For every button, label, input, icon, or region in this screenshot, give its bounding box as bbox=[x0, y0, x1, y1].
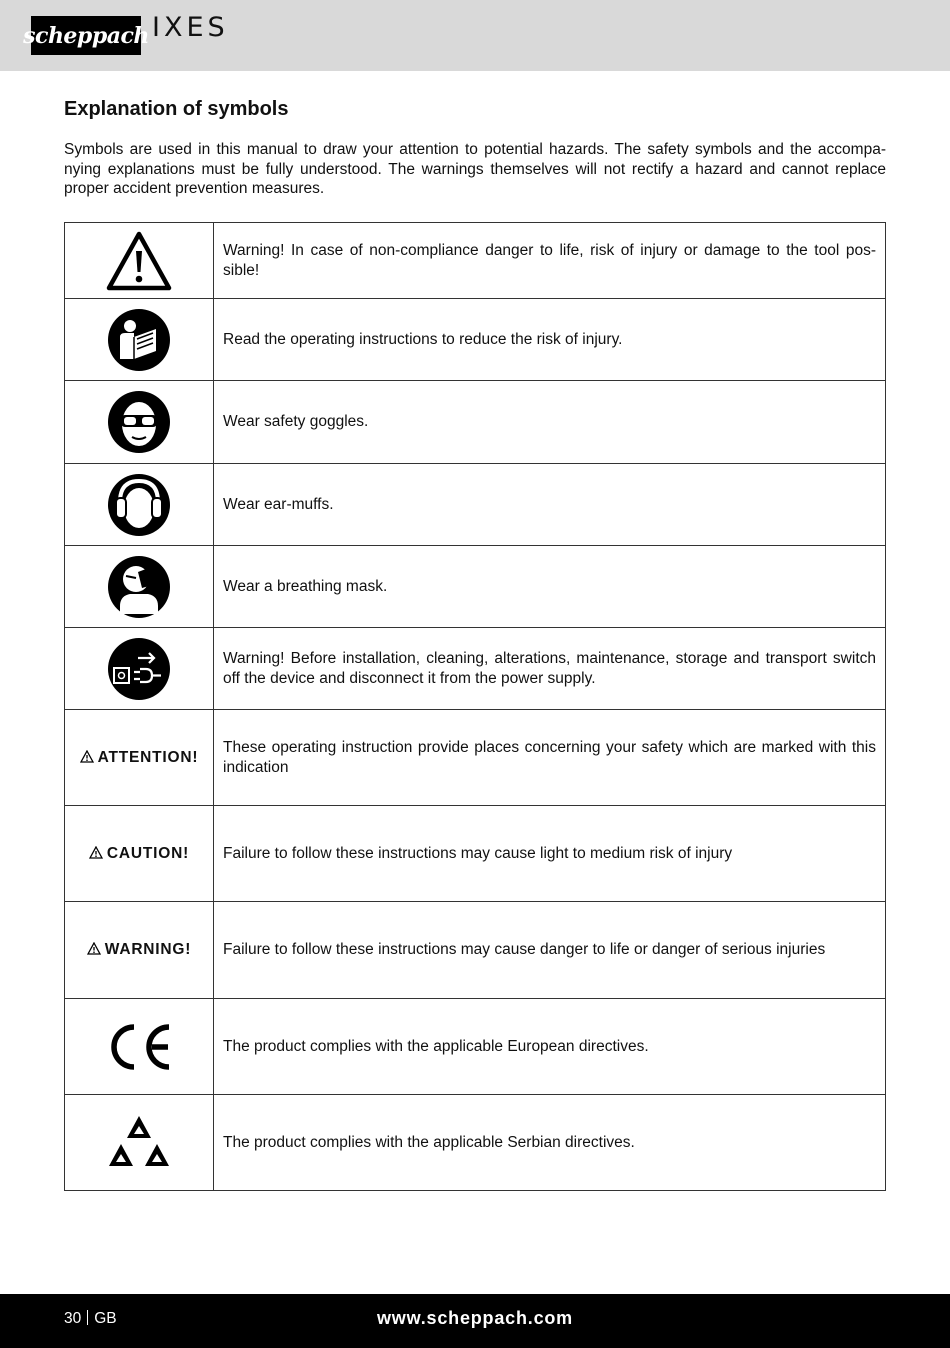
disconnect-power-icon bbox=[106, 636, 172, 702]
language-code: GB bbox=[94, 1310, 117, 1327]
table-row bbox=[65, 999, 886, 1095]
symbols-table bbox=[64, 222, 886, 1191]
read-manual-icon bbox=[106, 307, 172, 373]
breathing-mask-icon bbox=[106, 554, 172, 620]
symbol-cell bbox=[65, 299, 214, 381]
page-number-value: 30 bbox=[64, 1310, 82, 1327]
symbol-cell bbox=[65, 902, 214, 999]
symbol-cell bbox=[65, 999, 214, 1095]
website-url: www.scheppach.com bbox=[377, 1308, 573, 1328]
symbol-description: The product complies with the applicable European directives. bbox=[214, 999, 886, 1095]
table-row bbox=[65, 464, 886, 546]
symbol-description: Wear ear-muffs. bbox=[214, 464, 886, 546]
small-warning-icon bbox=[80, 750, 94, 763]
symbol-description: Warning! In case of non-compliance danger to life, risk of injury or damage to the tool pos-sible! bbox=[214, 223, 886, 299]
signal-word: ATTENTION! bbox=[97, 748, 199, 766]
symbol-cell bbox=[65, 710, 214, 806]
ear-muffs-icon bbox=[106, 472, 172, 538]
small-warning-icon bbox=[89, 846, 103, 859]
warning-label bbox=[87, 941, 191, 958]
table-row bbox=[65, 902, 886, 999]
attention-label bbox=[80, 749, 199, 766]
symbol-description: Failure to follow these instructions may cause danger to life or danger of serious injuries bbox=[214, 902, 886, 999]
symbol-description: The product complies with the applicable Serbian directives. bbox=[214, 1095, 886, 1191]
signal-word: WARNING! bbox=[104, 941, 192, 958]
symbol-cell bbox=[65, 223, 214, 299]
symbol-description: Read the operating instructions to reduce the risk of injury. bbox=[214, 299, 886, 381]
symbol-cell bbox=[65, 381, 214, 464]
symbol-description: Wear safety goggles. bbox=[214, 381, 886, 464]
symbol-description: Wear a breathing mask. bbox=[214, 546, 886, 628]
symbol-description: Failure to follow these instructions may cause light to medium risk of injury bbox=[214, 806, 886, 902]
page-header bbox=[0, 0, 950, 71]
caution-label bbox=[89, 845, 189, 862]
small-warning-icon bbox=[87, 942, 101, 955]
table-row bbox=[65, 628, 886, 710]
symbol-description: These operating instruction provide places concerning your safety which are marked with this indication bbox=[214, 710, 886, 806]
serbian-aaa-mark-icon bbox=[106, 1114, 172, 1172]
warning-triangle-icon bbox=[106, 231, 172, 291]
ce-mark-icon bbox=[106, 1023, 172, 1071]
intro-paragraph: Symbols are used in this manual to draw your attention to potential hazards. The safety symbols and the accompa-nying explanations must be fully understood. The warnings themselves will not rectify a hazard and cannot replace proper accident prevention measures. bbox=[64, 141, 886, 197]
symbol-cell bbox=[65, 806, 214, 902]
page-title: Explanation of symbols bbox=[64, 98, 289, 120]
symbol-description: Warning! Before installation, cleaning, alterations, maintenance, storage and transport switch off the device and disconnect it from the power supply. bbox=[214, 628, 886, 710]
symbol-cell bbox=[65, 1095, 214, 1191]
symbol-cell bbox=[65, 464, 214, 546]
table-row bbox=[65, 299, 886, 381]
table-row bbox=[65, 710, 886, 806]
symbol-cell bbox=[65, 546, 214, 628]
table-row bbox=[65, 1095, 886, 1191]
signal-word: CAUTION! bbox=[106, 844, 190, 862]
table-row bbox=[65, 806, 886, 902]
safety-goggles-icon bbox=[106, 389, 172, 455]
table-row bbox=[65, 223, 886, 299]
table-row bbox=[65, 546, 886, 628]
symbol-cell bbox=[65, 628, 214, 710]
table-row bbox=[65, 381, 886, 464]
scheppach-logo: scheppach bbox=[31, 16, 141, 55]
page-footer bbox=[0, 1294, 950, 1348]
ixes-logo: IXES bbox=[152, 12, 229, 43]
